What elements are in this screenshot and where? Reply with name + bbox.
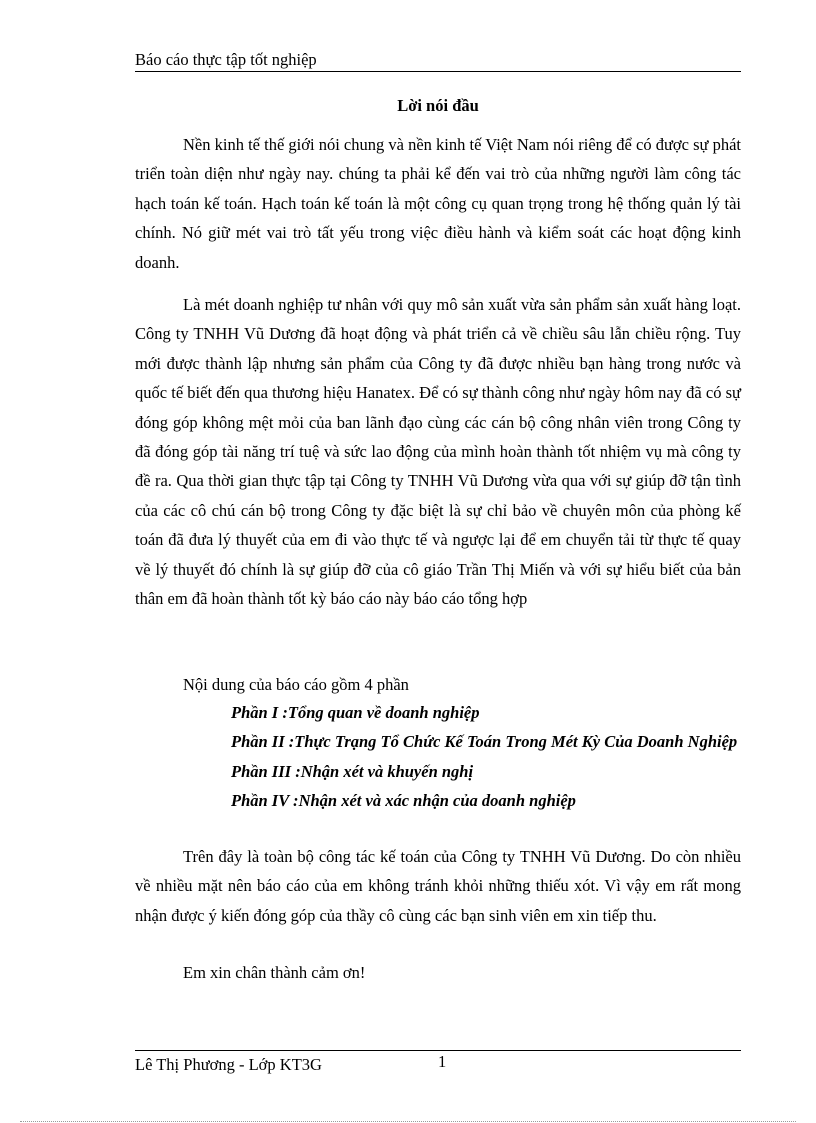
part-title: Nhận xét và xác nhận của doanh nghiệp	[298, 791, 576, 811]
paragraph-text: Nội dung của báo cáo gồm 4 phần	[183, 675, 409, 694]
intro-paragraph-2	[135, 290, 741, 613]
page-bottom-border	[20, 1121, 796, 1122]
paragraph-text: Nền kinh tế thế giới nói chung và nền kinh tế Việt Nam nói riêng để có được sự phát triển toàn diện như ngày nay. chúng ta phải kể đến vai trò của những người làm công tác hạch toán kế toán. Hạch toán kế toán là một công cụ quan trọng trong hệ thống quản lý tài chính. Nó giữ mét vai trò tất yếu trong việc điều hành và kiểm soát các hoạt động kinh doanh.	[135, 135, 741, 272]
paragraph-text: Là mét doanh nghiệp tư nhân với quy mô sản xuất vừa sản phẩm sản xuất hàng loạt. Công ty TNHH Vũ Dương đã hoạt động và phát triển cả về chiều sâu lẫn chiều rộng. Tuy mới được thành lập nhưng sản phẩm của Công ty đã được nhiều bạn hàng trong nước và quốc tế biết đến qua thương hiệu Hanatex. Để có sự thành công như ngày hôm nay đã có sự đóng góp không mệt mỏi của ban lãnh đạo cùng các cán bộ công nhân viên trong Công ty đã đóng góp tài năng trí tuệ và sức lao động của mình hoàn thành tốt nhiệm vụ mà công ty đề ra. Qua thời gian thực tập tại Công ty TNHH Vũ Dương vừa qua với sự giúp đỡ tận tình của các cô chú cán bộ trong Công ty đặc biệt là sự chỉ bảo về chuyên môn của phòng kế toán đã đưa lý thuyết của em đi vào thực tế và ngược lại để em chuyển tải từ thực tế quay về lý thuyết đó chính là sự giúp đỡ của cô giáo Trần Thị Miến và với sự hiểu biết của bản thân em đã hoàn thành tốt kỳ báo cáo này báo cáo tổng hợp	[135, 295, 741, 609]
parts-list	[135, 698, 741, 816]
part-label: Phần II :	[231, 732, 295, 752]
part-item	[135, 727, 741, 756]
part-label: Phần III :	[231, 761, 301, 781]
part-item	[135, 786, 741, 815]
page-title: Lời nói đầu	[397, 96, 479, 115]
running-header: Báo cáo thực tập tốt nghiệp	[135, 50, 317, 69]
part-title: Tổng quan về doanh nghiệp	[287, 703, 480, 722]
conclusion-paragraph	[135, 842, 741, 930]
paragraph-text: Trên đây là toàn bộ công tác kế toán của Công ty TNHH Vũ Dương. Do còn nhiều về nhiều mặt nên báo cáo của em không tránh khỏi những thiếu xót. Vì vậy em rất mong nhận được ý kiến đóng góp của thầy cô cùng các bạn sinh viên em xin tiếp thu.	[135, 847, 741, 925]
thanks-line	[135, 958, 741, 987]
part-item	[135, 698, 741, 727]
part-label: Phần I :	[231, 703, 288, 722]
part-item	[135, 757, 741, 786]
footer-rule	[135, 1050, 741, 1051]
contents-intro	[135, 670, 741, 699]
intro-paragraph-1	[135, 130, 741, 277]
footer-author: Lê Thị Phương - Lớp KT3G	[135, 1055, 322, 1074]
header-rule	[135, 71, 741, 72]
part-title: Nhận xét và khuyến nghị	[300, 761, 474, 781]
page-number: 1	[438, 1052, 447, 1071]
paragraph-text: Em xin chân thành cảm ơn!	[183, 963, 366, 982]
part-title: Thực Trạng Tổ Chức Kế Toán Trong Mét Kỳ Của Doanh Nghiệp	[294, 732, 738, 752]
part-label: Phần IV :	[231, 791, 299, 811]
